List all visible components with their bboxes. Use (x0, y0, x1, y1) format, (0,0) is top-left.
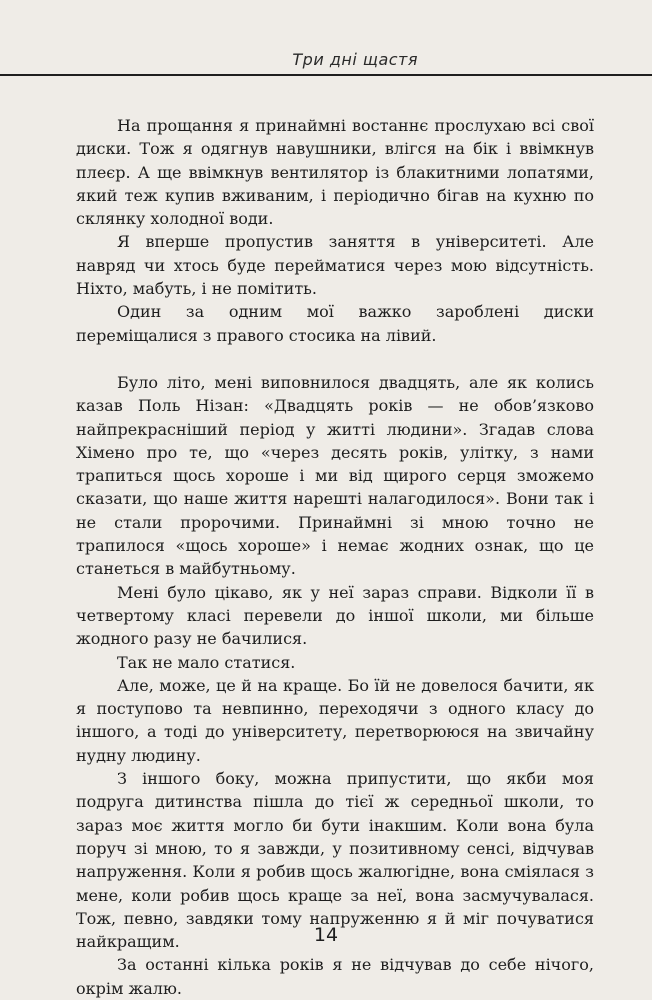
header-rule (0, 74, 652, 76)
page-number: 14 (313, 924, 339, 946)
paragraph: Але, може, це й на краще. Бо їй не довелося бачити, як я поступово та невпинно, переходячи з одного класу до іншого, а тоді до університету, перетворююся на звичайну нудну людину. (76, 675, 594, 765)
paragraph: Один за одним мої важко зароблені диски переміщалися з правого стосика на лівий. (76, 302, 594, 345)
paragraph: Мені було цікаво, як у неї зараз справи. Відколи її в четвертому класі перевели до іншої школи, ми більше жодного разу не бачилися. (76, 582, 594, 649)
paragraph: Так не мало статися. (117, 652, 296, 672)
paragraph: З іншого боку, можна припустити, що якби моя подруга дитинства пішла до тієї ж середньої школи, то зараз моє життя могло би бути інакшим. Коли вона була поруч зі мною, то я завжди, у позитивному сенсі, відчував напруження. Коли я робив щось жалюгідне, вона сміялася з мене, коли робив щось краще за неї, вона засмучувалася. Тож, певно, завдяки тому напруженню я й міг почуватися найкращим. (76, 769, 594, 952)
paragraph: На прощання я принаймні востаннє прослухаю всі свої диски. Тож я одягнув навушники, влігся на бік і ввімкнув плеєр. А ще ввімкнув вентилятор із блакитними лопатями, який теж купив вживаним, і періодично бігав на кухню по склянку холодної води. (76, 116, 594, 229)
running-title: Три дні щастя (292, 50, 418, 69)
paragraph: Було літо, мені виповнилося двадцять, але як колись казав Поль Нізан: «Двадцять років — не обов’язково найпрекрасніший період у житті людини». Згадав слова Хімено про те, що «через десять років, улітку, з нами трапиться щось хороше і ми від щирого серця зможемо сказати, що наше життя нарешті налагодилося». Вони так і не стали пророчими. Принаймні зі мною точно не трапилося «щось хороше» і немає жодних ознак, що це станеться в майбутньому. (76, 372, 594, 579)
paragraph: Я вперше пропустив заняття в університеті. Але навряд чи хтось буде перейматися через мою відсутність. Ніхто, мабуть, і не помітить. (76, 232, 594, 299)
paragraph: За останні кілька років я не відчував до себе нічого, окрім жалю. (76, 955, 594, 998)
body-text (76, 114, 594, 1000)
